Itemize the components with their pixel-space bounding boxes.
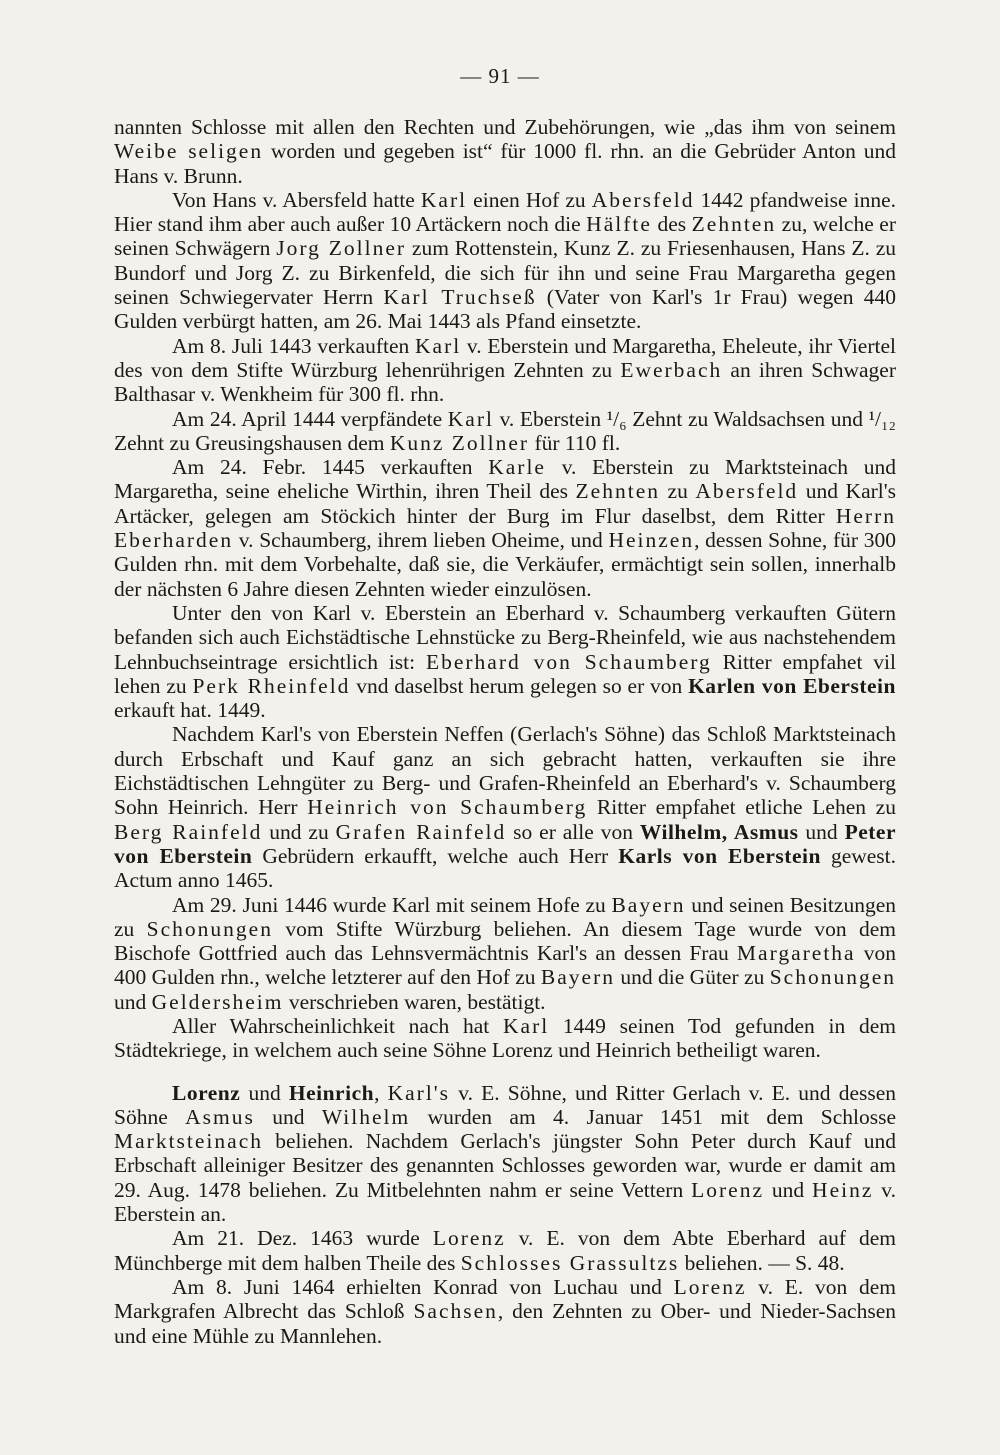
paragraph — [114, 115, 896, 188]
text-run: und seinen Besitzungen zu — [114, 892, 896, 941]
text-run: zu — [660, 479, 696, 504]
paragraph — [114, 601, 896, 722]
paragraph — [114, 188, 896, 334]
text-run: verpfändete — [335, 406, 448, 431]
paragraph — [114, 455, 896, 601]
emphasis-run: Karlen von Eberstein — [688, 673, 896, 698]
emphasis-run: Lorenz — [691, 1177, 764, 1202]
paragraph — [114, 334, 896, 407]
text-run: , — [374, 1080, 388, 1105]
emphasis-run: 1443 — [268, 333, 312, 358]
paragraph — [114, 1275, 896, 1348]
text-run: vom Stifte Würzburg beliehen. An diesem Tage wurde von dem Bischofe Gottfried auch das Lehnsvermächtnis Karl's an dessen Frau — [114, 916, 896, 966]
text-run: verkauften — [364, 455, 489, 480]
emphasis-run: 1443 — [427, 309, 471, 334]
text-run: erhielten Konrad von Luchau und — [334, 1274, 674, 1299]
emphasis-run: Lorenz — [673, 1274, 747, 1299]
text-run: v. E. von dem Abte Eberhard auf dem Münchberge mit dem halben Theile des — [114, 1226, 896, 1275]
text-run: v. Eberstein ¹/₆ Zehnt zu Waldsachsen und ¹/₁₂ Zehnt zu Greusingshausen dem — [114, 406, 897, 455]
emphasis-run: Berg Rainfeld — [114, 819, 263, 844]
emphasis-run: Marktsteinach — [114, 1129, 263, 1154]
emphasis-run: Geldersheim — [151, 989, 284, 1014]
text-run: v. Eberstein an. — [114, 1177, 897, 1227]
paragraph — [114, 407, 896, 456]
emphasis-run: Bayern — [611, 892, 686, 917]
text-run: Am 8. Juni — [172, 1274, 292, 1299]
text-run: Ritter empfahet etliche Lehen zu — [587, 795, 896, 820]
text-run: mit dem Schlosse — [703, 1104, 897, 1129]
emphasis-run: Karls von Eberstein — [618, 843, 821, 868]
emphasis-run: Schonungen — [146, 916, 273, 941]
text-run: und — [240, 1080, 289, 1105]
emphasis-run: 1464 — [291, 1274, 335, 1299]
text-run: Unter den von Karl v. Eberstein an Eberhard v. Schaumberg verkauften Gütern befanden sich auch Eichstädtische Lehnstücke zu Berg-Rheinfeld, wie aus nachstehendem Lehnbuchseintrage ersichtlich ist: — [114, 600, 896, 674]
text-run: erkauft hat. 1449. — [114, 698, 266, 723]
emphasis-run: Karl — [415, 333, 462, 358]
paragraph — [114, 1081, 896, 1227]
emphasis-run: Zehnten — [575, 479, 660, 504]
emphasis-run: Karl — [503, 1013, 550, 1038]
emphasis-run: Wilhelm — [321, 1104, 411, 1129]
paragraph — [114, 1014, 896, 1063]
text-run: von 400 Gulden rhn., welche letzterer auf den Hof zu — [114, 941, 897, 990]
emphasis-run: 1445 — [321, 455, 365, 480]
text-run: 1449 seinen Tod gefunden in dem Städtekriege, in welchem auch seine Söhne Lorenz und Heinrich betheiligt waren. — [114, 1013, 896, 1063]
emphasis-run: Karl's — [387, 1080, 451, 1105]
text-run: einen Hof zu — [467, 187, 592, 212]
emphasis-run: Margaretha — [736, 941, 856, 966]
text-run: und — [764, 1177, 813, 1202]
text-run: Am 24. April — [172, 406, 293, 431]
text-run: wurden am 4. Januar — [410, 1104, 661, 1129]
emphasis-run: Bayern — [540, 965, 616, 990]
text-run: 1442 pfandweise inne. Hier stand ihm aber auch außer 10 Artäckern noch die — [114, 187, 896, 237]
text-run: beliehen. Zu Mitbelehnten nahm er seine Vettern — [240, 1177, 692, 1202]
text-run: und die Güter zu — [615, 965, 770, 990]
text-run: für 110 fl. — [529, 430, 621, 455]
emphasis-run: Karl Truchseß — [383, 285, 537, 310]
text-run: verkauften — [311, 333, 415, 358]
emphasis-run: Kunz Zollner — [389, 430, 530, 455]
text-run: und — [798, 819, 845, 844]
emphasis-run: Karl — [420, 187, 468, 212]
emphasis-run: Herrn Eberharden — [114, 503, 896, 553]
emphasis-run: Wilhelm, Asmus — [639, 819, 799, 844]
emphasis-run: Jorg Zollner — [276, 236, 407, 261]
emphasis-run: Grafen Rainfeld — [335, 819, 507, 844]
text-run: , den Zehnten zu Ober- und Nieder-Sachsen und eine Mühle zu Mannlehen. — [114, 1299, 896, 1348]
emphasis-run: 1463 — [310, 1226, 354, 1251]
emphasis-run: Karle — [488, 455, 546, 480]
text-run: v. Eberstein und Margaretha, Eheleute, ihr Viertel des von dem Stifte Würzburg lehenrührigen Zehnten zu — [114, 333, 896, 382]
text-run: , dessen Sohne, für 300 Gulden rhn. mit dem Vorbehalte, daß sie, die Verkäufer, ermächtigt sein sollen, innerhalb der nächsten 6 Jahre diesen Zehnten wieder einzulösen. — [114, 528, 896, 601]
text-run: des — [651, 212, 692, 237]
text-run: wurde Karl mit seinem Hofe zu — [326, 892, 612, 917]
text-run: Am 21. Dez. — [172, 1226, 311, 1251]
emphasis-run: Schonungen — [769, 965, 896, 990]
paragraph — [114, 893, 896, 1014]
text-run: und — [114, 989, 152, 1014]
text-run: als Pfand einsetzte. — [470, 309, 642, 334]
emphasis-run: Asmus — [185, 1104, 255, 1129]
text-run: Am 29. Juni — [172, 892, 284, 917]
text-run: nannten Schlosse mit allen den Rechten und Zubehörungen, wie „das ihm von seinem — [114, 115, 896, 139]
text-run: (Vater von Karl's 1r Frau) wegen 440 Gulden verbürgt hatten, am 26. Mai — [114, 285, 896, 334]
text-run: v. E. von dem Markgrafen Albrecht das Schloß — [114, 1274, 897, 1324]
emphasis-run: Lorenz — [432, 1226, 506, 1251]
emphasis-run: 1444 — [292, 406, 336, 431]
text-run: gewest. Actum anno 1465. — [114, 843, 897, 893]
paragraph — [114, 722, 896, 892]
page-number: — 91 — — [460, 64, 540, 88]
emphasis-run: Heinrich von Schaumberg — [307, 795, 588, 820]
text-run: verschrieben waren, bestätigt. — [283, 989, 546, 1014]
text-run: so er alle von — [506, 819, 640, 844]
text-run: Am 24. Febr. — [172, 455, 322, 480]
emphasis-run: Ewerbach — [620, 357, 723, 382]
text-run: zu, welche er seinen Schwägern — [114, 212, 897, 261]
text-run: zum Rottenstein, Kunz Z. zu Friesenhausen, Hans Z. zu Bundorf und Jorg Z. zu Birkenfeld, die sich für ihn und seine Frau Margaretha gegen seinen Schwiegervater Herrn — [114, 236, 897, 310]
emphasis-run: Perk Rheinfeld — [192, 673, 351, 698]
emphasis-run: 1451 — [660, 1104, 704, 1129]
emphasis-run: Hälfte — [586, 212, 652, 237]
emphasis-run: Eberhard von Schaumberg — [425, 649, 712, 674]
text-run: v. Schaumberg, ihrem lieben Oheime, und — [233, 528, 609, 553]
text-run: Am 8. Juli — [172, 333, 269, 358]
text-run: worden und gegeben ist“ für 1000 fl. rhn. an die Gebrüder Anton und Hans v. Brunn. — [114, 139, 896, 188]
emphasis-run: Lorenz — [172, 1080, 241, 1105]
emphasis-run: 1478 — [197, 1177, 241, 1202]
emphasis-run: Heinz — [812, 1177, 874, 1202]
emphasis-run: Peter von Eberstein — [114, 819, 897, 868]
emphasis-run: Heinrich — [288, 1080, 375, 1105]
emphasis-run: Schlosses Grassultzs — [460, 1250, 680, 1275]
text-run: und zu — [262, 819, 336, 844]
text-run: und — [254, 1104, 322, 1129]
emphasis-run: Karl — [447, 406, 494, 431]
text-run: und Karl's Artäcker, gelegen am Stöckich hinter der Burg im Flur daselbst, dem Ritter — [114, 479, 896, 528]
emphasis-run: Heinzen — [608, 528, 695, 553]
text-run: beliehen. — S. 48. — [679, 1250, 845, 1275]
text-run: Gebrüdern erkaufft, welche auch Herr — [252, 843, 619, 868]
emphasis-run: Weibe seligen — [114, 139, 264, 164]
text-run: Von Hans v. Abersfeld hatte — [172, 187, 421, 212]
text-run: Nachdem Karl's von Eberstein Neffen (Gerlach's Söhne) das Schloß Marktsteinach durch Erbschaft und Kauf ganz an sich gebracht hatten, verkauften sie ihre Eichstädtischen Lehngüter zu Berg- und Grafen-Rheinfeld an Eberhard's v. Schaumberg Sohn Heinrich. Herr — [114, 722, 896, 820]
emphasis-run: Abersfeld — [695, 479, 799, 504]
emphasis-run: Sachsen — [413, 1299, 498, 1324]
text-run: Ritter empfahet vil lehen zu — [114, 649, 896, 698]
text-run: vnd daselbst herum gelegen so er von — [350, 673, 689, 698]
emphasis-run: Zehnten — [691, 212, 777, 237]
emphasis-run: Abersfeld — [591, 187, 695, 212]
text-run: beliehen. Nachdem Gerlach's jüngster Sohn Peter durch Kauf und Erbschaft alleiniger Besitzer des genannten Schlosses geworden war, wurde er damit am 29. Aug. — [114, 1129, 896, 1202]
text-run: wurde — [353, 1226, 433, 1251]
body-text — [114, 115, 896, 1348]
emphasis-run: 1446 — [283, 892, 327, 917]
text-run: v. Eberstein zu Marktsteinach und Margaretha, seine eheliche Wirthin, ihren Theil des — [114, 455, 897, 504]
text-run: Aller Wahrscheinlichkeit nach hat — [172, 1013, 503, 1038]
text-run: v. E. Söhne, und Ritter Gerlach v. E. und dessen Söhne — [114, 1080, 897, 1129]
text-run: an ihren Schwager Balthasar v. Wenkheim für 300 fl. rhn. — [114, 357, 896, 407]
paragraph — [114, 1226, 896, 1275]
